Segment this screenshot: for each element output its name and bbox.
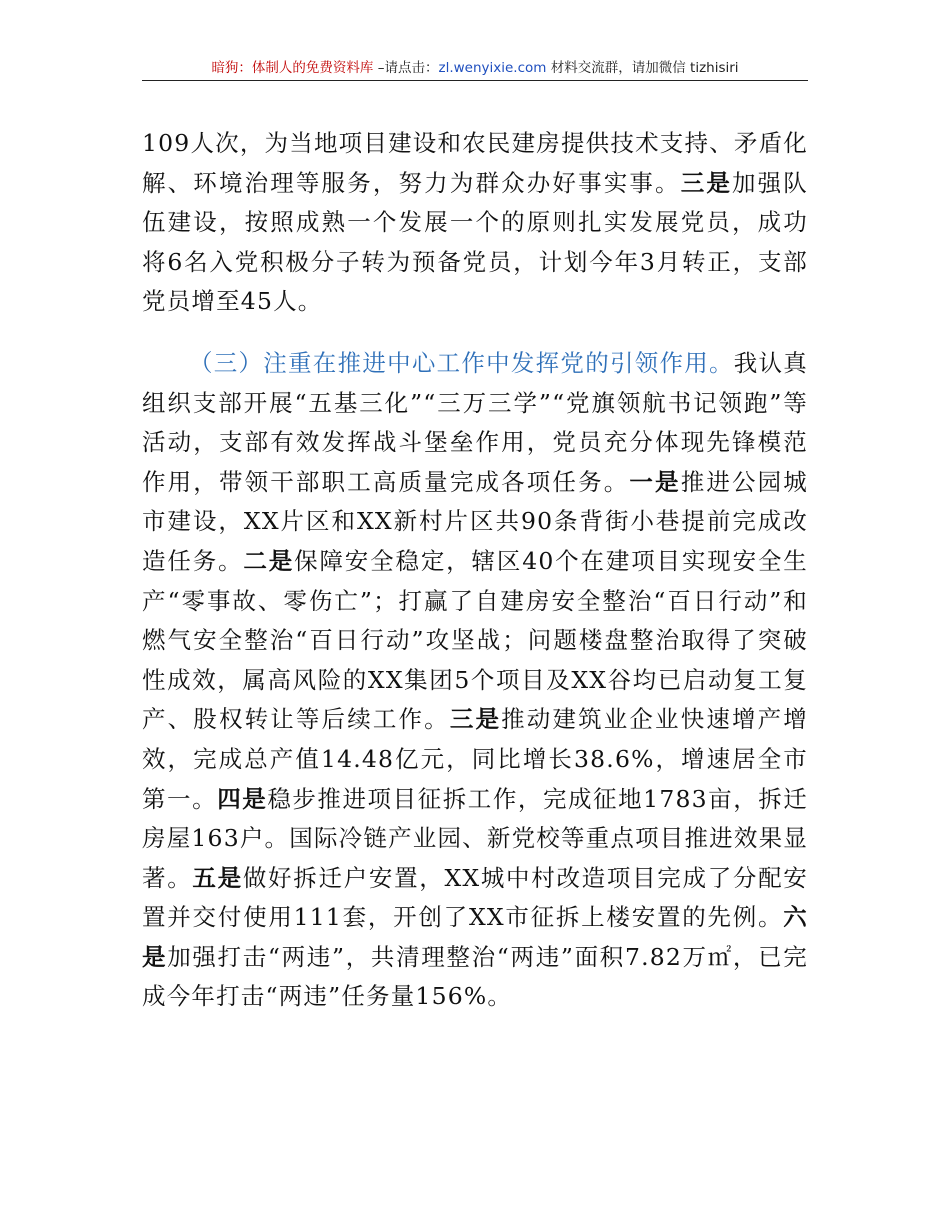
para2-text-1: 我认真组织支部开展“五基三化”“三万三学”“党旗领航书记领跑”等活动，支部有效发挥战斗堡垒作用，党员充分体现先锋模范作用，带领干部职工高质量完成各项任务。 (142, 348, 808, 496)
para2-text-3: 保障安全稳定，辖区40个在建项目实现安全生产“零事故、零伤亡”；打赢了自建房安全整治“百日行动”和燃气安全整治“百日行动”攻坚战；问题楼盘整治取得了突破性成效，属高风险的XX集团5个项目及XX谷均已启动复工复产、股权转让等后续工作。 (142, 546, 808, 734)
para2-text-6: 做好拆迁户安置，XX城中村改造项目完成了分配安置并交付使用111套，开创了XX市征拆上楼安置的先例。 (142, 863, 809, 932)
para2-bold-1: 一是 (629, 467, 681, 496)
para2-bold-4: 四是 (217, 784, 268, 813)
page-header (142, 58, 808, 81)
para2-text-5: 稳步推进项目征拆工作，完成征地1783亩，拆迁房屋163户。国际冷链产业园、新党校等重点项目推进效果显著。 (142, 784, 809, 892)
para1-text-2: 加强队伍建设，按照成熟一个发展一个的原则扎实发展党员，成功将6名入党积极分子转为预备党员，计划今年3月转正，支部党员增至45人。 (142, 168, 809, 316)
para2-bold-3: 三是 (449, 705, 502, 734)
para2-bold-2: 二是 (243, 546, 295, 575)
para1-bold-1: 三是 (680, 168, 732, 197)
paragraph-team-building (142, 124, 808, 322)
paragraph-central-work (142, 344, 808, 1017)
header-click-prompt: –请点击： (373, 60, 439, 76)
para1-text-1: 109人次，为当地项目建设和农民建房提供技术支持、矛盾化解、环境治理等服务，努力为群众办好事实事。 (142, 129, 808, 197)
header-site-name: 暗狗：体制人的免费资料库 (211, 60, 374, 76)
para2-bold-5: 五是 (192, 863, 243, 892)
para2-text-7: 加强打击“两违”，共清理整治“两违”面积7.82万㎡，已完成今年打击“两违”任务量156%。 (142, 942, 808, 1011)
section-heading: （三）注重在推进中心工作中发挥党的引领作用。 (189, 348, 734, 377)
document-body (142, 124, 808, 1017)
header-url-link[interactable]: zl.wenyixie.com (438, 60, 547, 76)
para2-text-2: 推进公园城市建设，XX片区和XX新村片区共90条背街小巷提前完成改造任务。 (142, 467, 808, 575)
header-group-text: 材料交流群，请加微信 tizhisiri (546, 60, 739, 76)
para2-text-4: 推动建筑业企业快速增产增效，完成总产值14.48亿元，同比增长38.6%，增速居全市第一。 (142, 705, 809, 813)
para2-bold-6: 六是 (142, 903, 808, 971)
